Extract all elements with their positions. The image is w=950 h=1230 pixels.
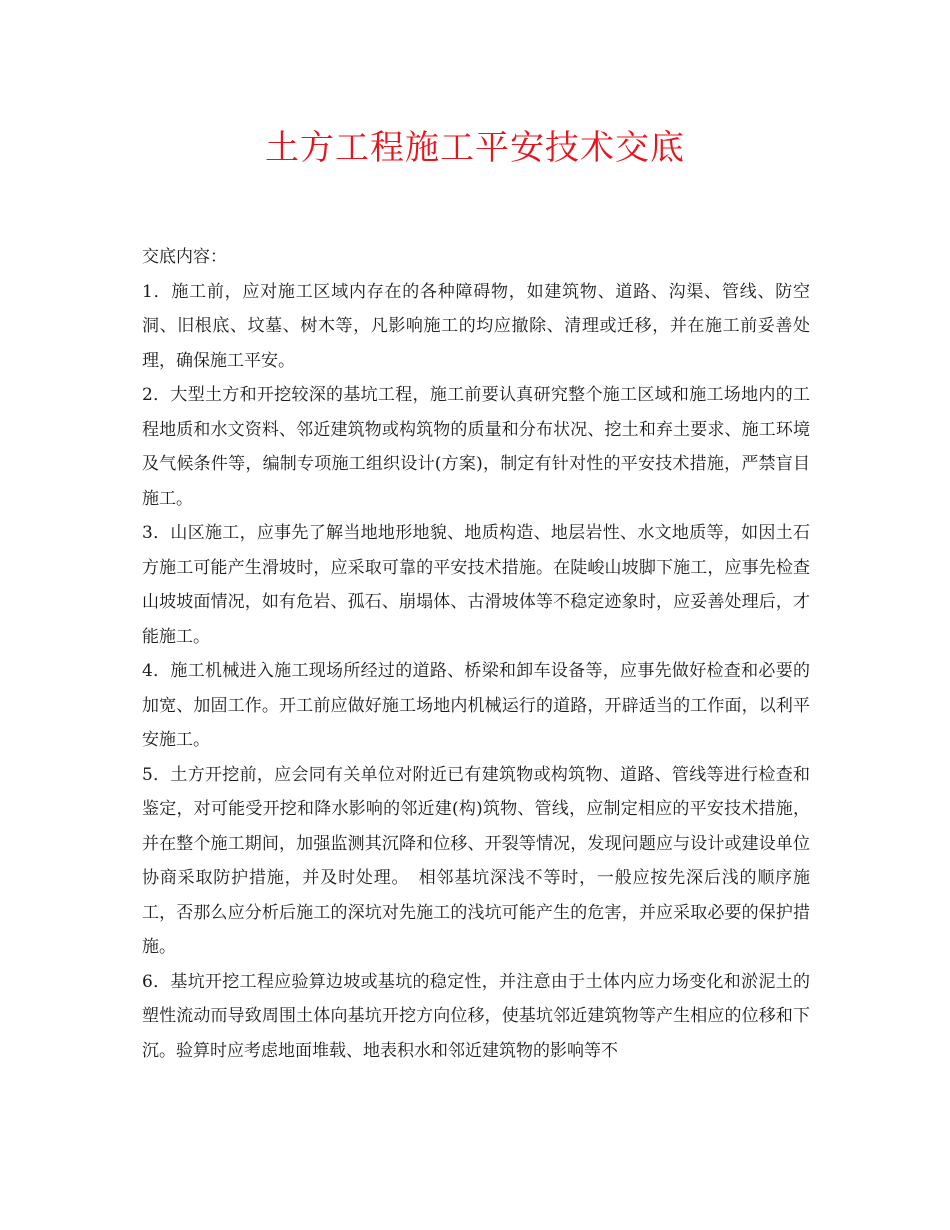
paragraph-5: 5．土方开挖前，应会同有关单位对附近已有建筑物或构筑物、道路、管线等进行检查和鉴定，对可能受开挖和降水影响的邻近建(构)筑物、管线，应制定相应的平安技术措施，并在整个施工期间，加强监测其沉降和位移、开裂等情况，发现问题应与设计或建设单位协商采取防护措施，并及时处理。 相邻基坑深浅不等时，一般应按先深后浅的顺序施工，否那么应分析后施工的深坑对先施工的浅坑可能产生的危害，并应采取必要的保护措施。 bbox=[142, 764, 810, 957]
paragraph-3: 3．山区施工，应事先了解当地地形地貌、地质构造、地层岩性、水文地质等，如因土石方施工可能产生滑坡时，应采取可靠的平安技术措施。在陡峻山坡脚下施工，应事先检查山坡坡面情况，如有危岩、孤石、崩塌体、古滑坡体等不稳定迹象时，应妥善处理后，才能施工。 bbox=[142, 523, 810, 647]
section-label: 交底内容： bbox=[142, 247, 227, 267]
paragraph-2: 2．大型土方和开挖较深的基坑工程，施工前要认真研究整个施工区域和施工场地内的工程地质和水文资料、邻近建筑物或构筑物的质量和分布状况、挖土和弃土要求、施工环境及气候条件等，编制专项施工组织设计(方案)，制定有针对性的平安技术措施，严禁盲目施工。 bbox=[142, 385, 810, 509]
paragraph-4: 4．施工机械进入施工现场所经过的道路、桥梁和卸车设备等，应事先做好检查和必要的加宽、加固工作。开工前应做好施工场地内机械运行的道路，开辟适当的工作面，以利平安施工。 bbox=[142, 661, 810, 750]
paragraph-6: 6．基坑开挖工程应验算边坡或基坑的稳定性，并注意由于土体内应力场变化和淤泥土的塑性流动而导致周围土体向基坑开挖方向位移，使基坑邻近建筑物等产生相应的位移和下沉。验算时应考虑地面堆载、地表积水和邻近建筑物的影响等不 bbox=[142, 971, 810, 1061]
document-title: 土方工程施工平安技术交底 bbox=[265, 128, 685, 168]
document-body bbox=[142, 240, 810, 1068]
paragraph-1: 1．施工前，应对施工区域内存在的各种障碍物，如建筑物、道路、沟渠、管线、防空洞、旧根底、坟墓、树木等，凡影响施工的均应撤除、清理或迁移，并在施工前妥善处理，确保施工平安。 bbox=[142, 281, 810, 371]
